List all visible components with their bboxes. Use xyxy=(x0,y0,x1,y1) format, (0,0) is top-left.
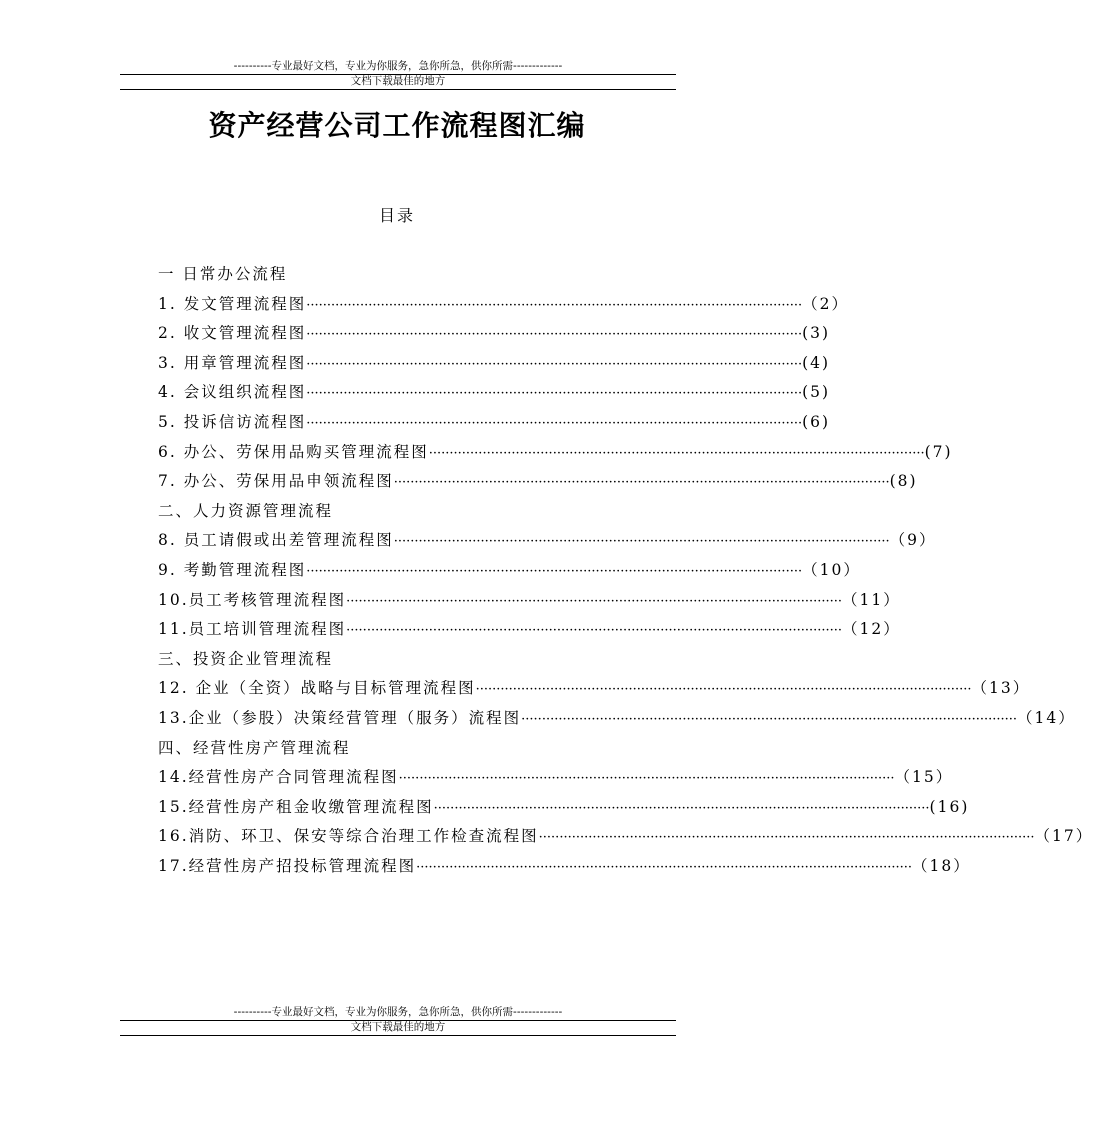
toc-leader-dots: ························································································································ xyxy=(475,682,972,698)
toc-entry xyxy=(158,556,861,586)
toc-entry-title: 5. 投诉信访流程图 xyxy=(158,412,307,431)
header-slogan: ----------专业最好文档，专业为你服务，急你所急，供你所需------------- xyxy=(233,60,563,72)
footer-slogan: ----------专业最好文档，专业为你服务，急你所急，供你所需------------- xyxy=(233,1006,563,1018)
toc-page-number: (3) xyxy=(802,324,831,343)
toc-page-number: (6) xyxy=(802,412,831,431)
toc-entry xyxy=(158,378,831,408)
toc-leader-dots: ························································································································ xyxy=(398,771,895,787)
toc-entry-title: 17.经营性房产招投标管理流程图 xyxy=(158,856,417,875)
toc-section-heading: 三、投资企业管理流程 xyxy=(158,649,334,668)
toc-page-number: （2） xyxy=(802,294,849,313)
toc-leader-dots: ························································································································ xyxy=(393,475,890,491)
toc-page-number: (8) xyxy=(889,472,918,491)
toc-entry-title: 7. 办公、劳保用品申领流程图 xyxy=(158,472,394,491)
toc-leader-dots: ························································································································ xyxy=(428,445,925,461)
toc-leader-dots: ························································································································ xyxy=(306,327,803,343)
toc-leader-dots: ························································································································ xyxy=(346,593,843,609)
toc-page-number: （11） xyxy=(842,590,901,609)
toc-entry xyxy=(158,438,953,468)
toc-entry xyxy=(158,704,1076,734)
toc-leader-dots: ························································································································ xyxy=(306,356,803,372)
toc-page-number: （15） xyxy=(894,768,954,787)
toc-heading: 目录 xyxy=(378,206,415,225)
document-title: 资产经营公司工作流程图汇编 xyxy=(208,109,586,142)
toc-entry-title: 3. 用章管理流程图 xyxy=(158,353,307,372)
toc-entry xyxy=(158,615,901,645)
toc-page-number: （13） xyxy=(971,679,1031,698)
toc-entry-title: 12. 企业（全资）战略与目标管理流程图 xyxy=(158,679,476,698)
toc-entry xyxy=(158,526,937,556)
page-header xyxy=(120,60,676,90)
toc-page-number: （12） xyxy=(842,620,901,639)
toc-entry xyxy=(158,674,1031,704)
toc-entry-title: 4. 会议组织流程图 xyxy=(158,383,307,402)
toc-entry xyxy=(158,763,954,793)
toc-page-number: （14） xyxy=(1017,708,1076,727)
toc-leader-dots: ························································································································ xyxy=(306,563,803,579)
toc-entry-title: 13.企业（参股）决策经营管理（服务）流程图 xyxy=(158,708,522,727)
toc-section-heading: 一 日常办公流程 xyxy=(158,265,288,283)
toc-entry-title: 1. 发文管理流程图 xyxy=(158,294,307,313)
toc-leader-dots: ························································································································ xyxy=(306,415,803,431)
toc-entry xyxy=(158,822,1093,852)
header-rule-bottom xyxy=(120,89,676,90)
toc-page-number: （17） xyxy=(1034,827,1093,846)
toc-entry-title: 10.员工考核管理流程图 xyxy=(158,590,347,609)
toc-entry xyxy=(158,319,831,349)
toc-section-heading: 二、人力资源管理流程 xyxy=(158,501,334,520)
toc-page-number: （18） xyxy=(912,856,971,875)
page-footer xyxy=(120,1006,676,1036)
toc-entry-title: 16.消防、环卫、保安等综合治理工作检查流程图 xyxy=(158,827,539,846)
toc-leader-dots: ························································································································ xyxy=(521,711,1018,727)
header-tagline: 文档下载最佳的地方 xyxy=(350,75,446,87)
toc-entry xyxy=(158,586,901,616)
toc-leader-dots: ························································································································ xyxy=(433,800,930,816)
toc-page-number: (4) xyxy=(802,353,831,372)
toc-entry-title: 11.员工培训管理流程图 xyxy=(158,620,347,639)
toc-leader-dots: ························································································································ xyxy=(306,386,803,402)
toc-entry xyxy=(158,467,918,497)
toc-leader-dots: ························································································································ xyxy=(393,534,890,550)
toc-leader-dots: ························································································································ xyxy=(538,830,1035,846)
toc-entry xyxy=(158,408,831,438)
toc-entry xyxy=(158,793,970,823)
toc-entry-title: 8. 员工请假或出差管理流程图 xyxy=(158,531,394,550)
toc-leader-dots: ························································································································ xyxy=(346,623,843,639)
toc-entry-title: 2. 收文管理流程图 xyxy=(158,324,307,343)
toc-entry-title: 15.经营性房产租金收缴管理流程图 xyxy=(158,797,434,816)
toc-entry xyxy=(158,290,849,320)
footer-rule-bottom xyxy=(120,1035,676,1036)
toc-leader-dots: ························································································································ xyxy=(306,297,803,313)
toc-entry-title: 9. 考勤管理流程图 xyxy=(158,560,307,579)
footer-tagline: 文档下载最佳的地方 xyxy=(350,1021,446,1033)
toc-section-heading: 四、经营性房产管理流程 xyxy=(158,738,351,757)
toc-entry-title: 6. 办公、劳保用品购买管理流程图 xyxy=(158,442,429,461)
toc-page-number: （9） xyxy=(889,531,937,550)
toc-entry xyxy=(158,349,831,379)
table-of-contents xyxy=(158,260,1093,881)
toc-page-number: (7) xyxy=(924,442,953,461)
toc-page-number: (16) xyxy=(929,797,970,816)
toc-page-number: （10） xyxy=(802,560,861,579)
toc-entry xyxy=(158,852,971,882)
toc-page-number: (5) xyxy=(802,383,831,402)
toc-leader-dots: ························································································································ xyxy=(416,859,913,875)
toc-entry-title: 14.经营性房产合同管理流程图 xyxy=(158,768,399,787)
